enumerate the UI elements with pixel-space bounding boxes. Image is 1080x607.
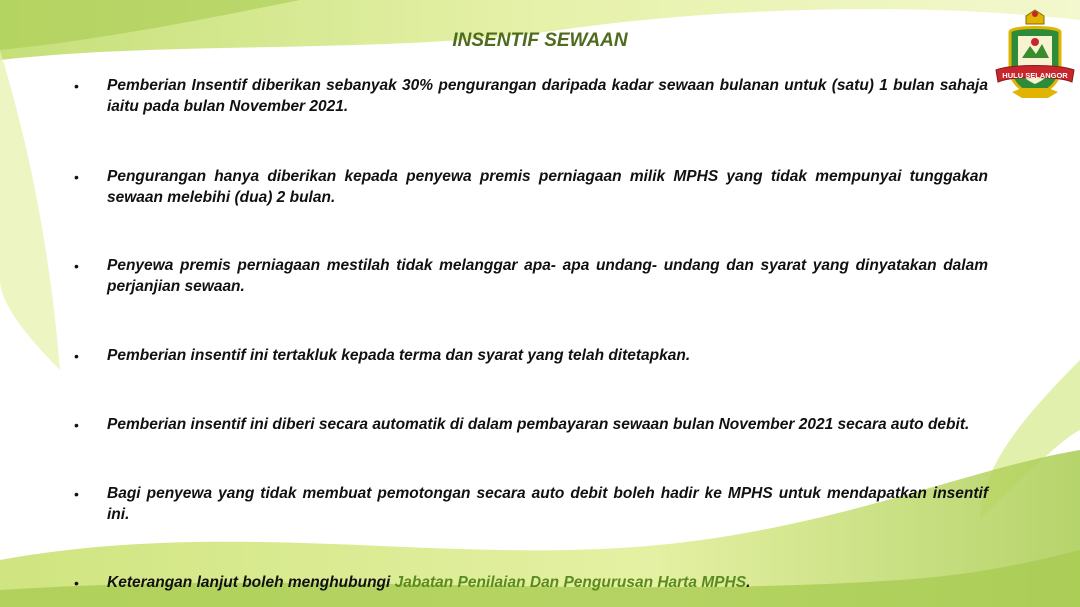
- bullet-item: [72, 414, 988, 436]
- bullet-item: [72, 572, 988, 594]
- bullet-item: [72, 483, 988, 525]
- contact-text-before: Keterangan lanjut boleh menghubungi: [107, 574, 395, 591]
- bullet-text: Pemberian Insentif diberikan sebanyak 30% pengurangan daripada kadar sewaan bulanan untuk (satu) 1 bulan sahaja iaitu pada bulan November 2021.: [107, 77, 988, 115]
- bullet-dot: •: [74, 575, 79, 591]
- bullet-item: [72, 166, 988, 208]
- slide-title: INSENTIF SEWAAN: [452, 30, 628, 51]
- bullet-item: [72, 345, 988, 367]
- contact-text-after: .: [746, 574, 751, 591]
- bullet-dot: •: [74, 78, 79, 94]
- bullet-dot: •: [74, 169, 79, 185]
- bullet-dot: •: [74, 348, 79, 364]
- bullet-text: Pemberian insentif ini tertakluk kepada terma dan syarat yang telah ditetapkan.: [107, 347, 691, 364]
- bullet-text: Pengurangan hanya diberikan kepada penyewa premis perniagaan milik MPHS yang tidak mempunyai tunggakan sewaan melebihi (dua) 2 bulan.: [107, 168, 988, 206]
- bullet-text: Pemberian insentif ini diberi secara automatik di dalam pembayaran sewaan bulan November 2021 secara auto debit.: [107, 416, 970, 433]
- bullet-dot: •: [74, 417, 79, 433]
- bullet-text: Penyewa premis perniagaan mestilah tidak melanggar apa- apa undang- undang dan syarat yang dinyatakan dalam perjanjian sewaan.: [107, 257, 988, 295]
- bullet-item: [72, 255, 988, 297]
- bullet-dot: •: [74, 486, 79, 502]
- bullet-item: [72, 75, 988, 117]
- bullet-text: Bagi penyewa yang tidak membuat pemotongan secara auto debit boleh hadir ke MPHS untuk mendapatkan insentif ini.: [107, 485, 988, 523]
- hulu-selangor-crest-icon: [992, 6, 1078, 104]
- logo-ribbon-text: HULU SELANGOR: [1002, 71, 1068, 80]
- bullet-text-contact: [107, 572, 988, 593]
- department-link[interactable]: Jabatan Penilaian Dan Pengurusan Harta MPHS: [394, 574, 747, 591]
- bullet-dot: •: [74, 258, 79, 274]
